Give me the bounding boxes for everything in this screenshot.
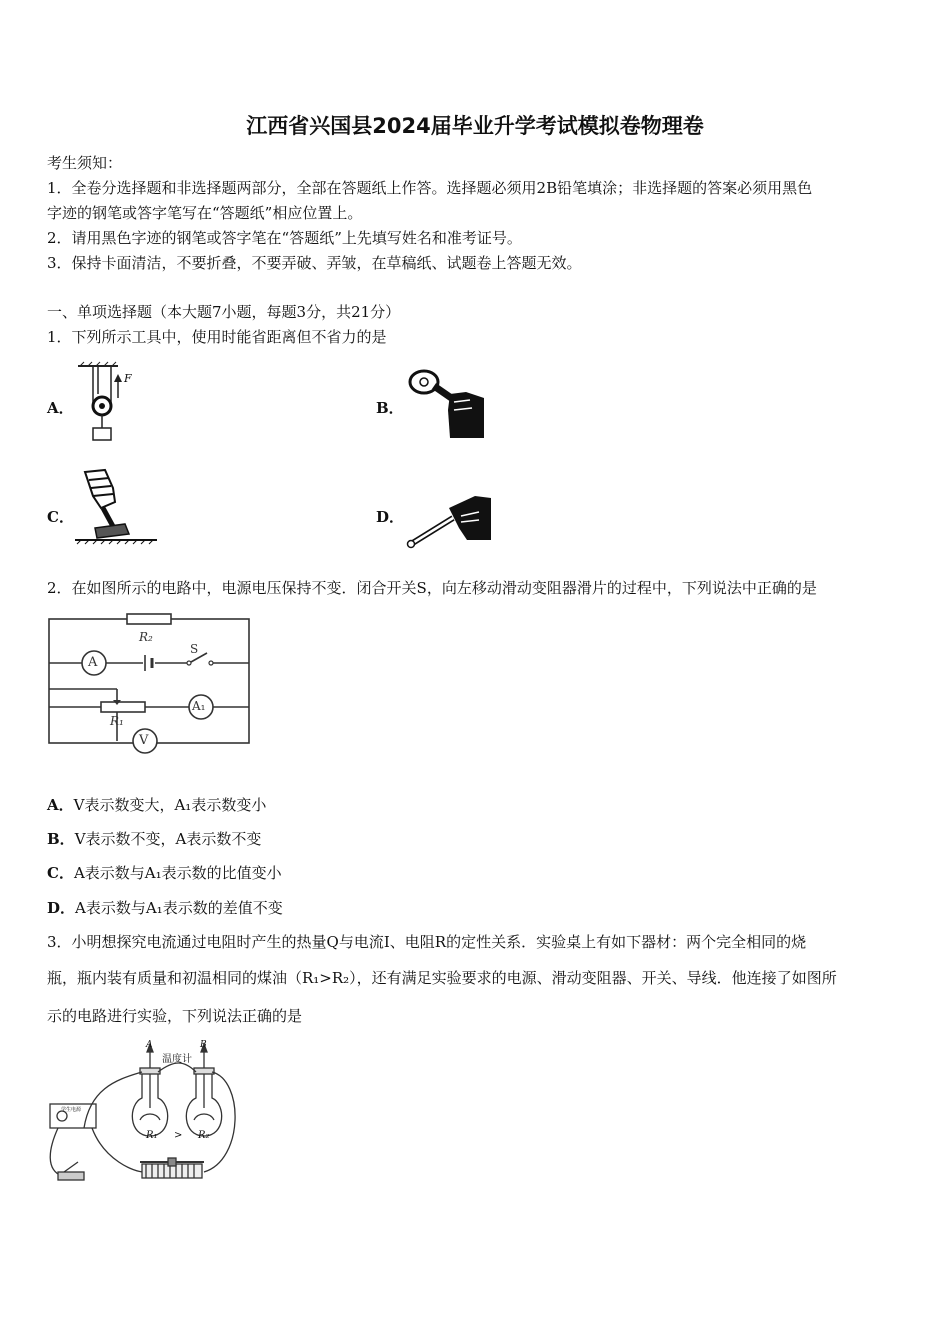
q2-option-d[interactable] [47, 898, 283, 918]
circuit-a1-label: A₁ [192, 699, 206, 713]
option-text: V表示数不变，A表示数不变 [74, 830, 262, 848]
shovel-figure [75, 468, 157, 548]
page-title: 江西省兴国县2024届毕业升学考试模拟卷物理卷 [246, 114, 704, 138]
fig-r2-label: R₂ [198, 1130, 210, 1141]
fig-r1-label: R₁ [146, 1130, 158, 1141]
circuit-a-label: A [88, 655, 98, 670]
question-2-stem: 2．在如图所示的电路中，电源电压保持不变．闭合开关S，向左移动滑动变阻器滑片的过程中，下列说法中正确的是 [47, 579, 817, 597]
q1-option-a-label: A． [47, 399, 74, 417]
notice-line: 3．保持卡面清洁，不要折叠，不要弄破、弄皱，在草稿纸、试题卷上答题无效。 [47, 254, 582, 272]
q1-option-d-label: D． [376, 508, 405, 526]
force-label: F [124, 372, 132, 385]
option-label: D． [47, 899, 76, 917]
option-label: C． [47, 864, 74, 882]
option-text: A表示数与A₁表示数的差值不变 [75, 899, 283, 917]
power-supply-label: 学生电源 [61, 1107, 82, 1113]
tweezers-figure [405, 494, 495, 552]
thermometer-label: 温度计 [162, 1054, 192, 1065]
section-heading: 一、单项选择题（本大题7小题，每题3分，共21分） [47, 303, 401, 321]
q2-option-c[interactable] [47, 863, 282, 883]
q1-option-b-label: B． [376, 399, 404, 417]
option-text: V表示数变大，A₁表示数变小 [73, 796, 267, 814]
q2-option-b[interactable] [47, 829, 261, 849]
q2-option-a[interactable] [47, 795, 266, 815]
fig-b-label: B [200, 1040, 207, 1050]
question-1-stem: 1．下列所示工具中，使用时能省距离但不省力的是 [47, 328, 387, 346]
notice-heading: 考生须知： [47, 154, 123, 172]
circuit-s-label: S [190, 642, 199, 656]
circuit-v-label: V [139, 733, 149, 748]
notice-line: 1．全卷分选择题和非选择题两部分，全部在答题纸上作答。选择题必须用2B铅笔填涂；非选择题的答案必须用黑色 [47, 179, 813, 197]
option-text: A表示数与A₁表示数的比值变小 [73, 864, 282, 882]
circuit-r2-label: R₂ [139, 630, 153, 644]
option-label: B． [47, 830, 75, 848]
heating-experiment-figure [44, 1040, 244, 1200]
question-3-line: 瓶，瓶内装有质量和初温相同的煤油（R₁>R₂），还有满足实验要求的电源、滑动变阻器、开关、导线．他连接了如图所 [47, 969, 837, 987]
question-3-line: 示的电路进行实验，下列说法正确的是 [47, 1007, 303, 1025]
question-3-line: 3．小明想探究电流通过电阻时产生的热量Q与电流I、电阻R的定性关系．实验桌上有如下器材：两个完全相同的烧 [47, 933, 807, 951]
circuit-r1-label: R₁ [110, 714, 124, 728]
fig-a-label: A [146, 1040, 153, 1050]
fig-gt-label: > [174, 1130, 183, 1141]
notice-line: 字迹的钢笔或答字笔写在“答题纸”相应位置上。 [47, 204, 363, 222]
q1-option-c-label: C． [47, 508, 74, 526]
notice-line: 2．请用黑色字迹的钢笔或答字笔在“答题纸”上先填写姓名和准考证号。 [47, 229, 522, 247]
wrench-figure [408, 364, 490, 442]
option-label: A． [47, 796, 74, 814]
